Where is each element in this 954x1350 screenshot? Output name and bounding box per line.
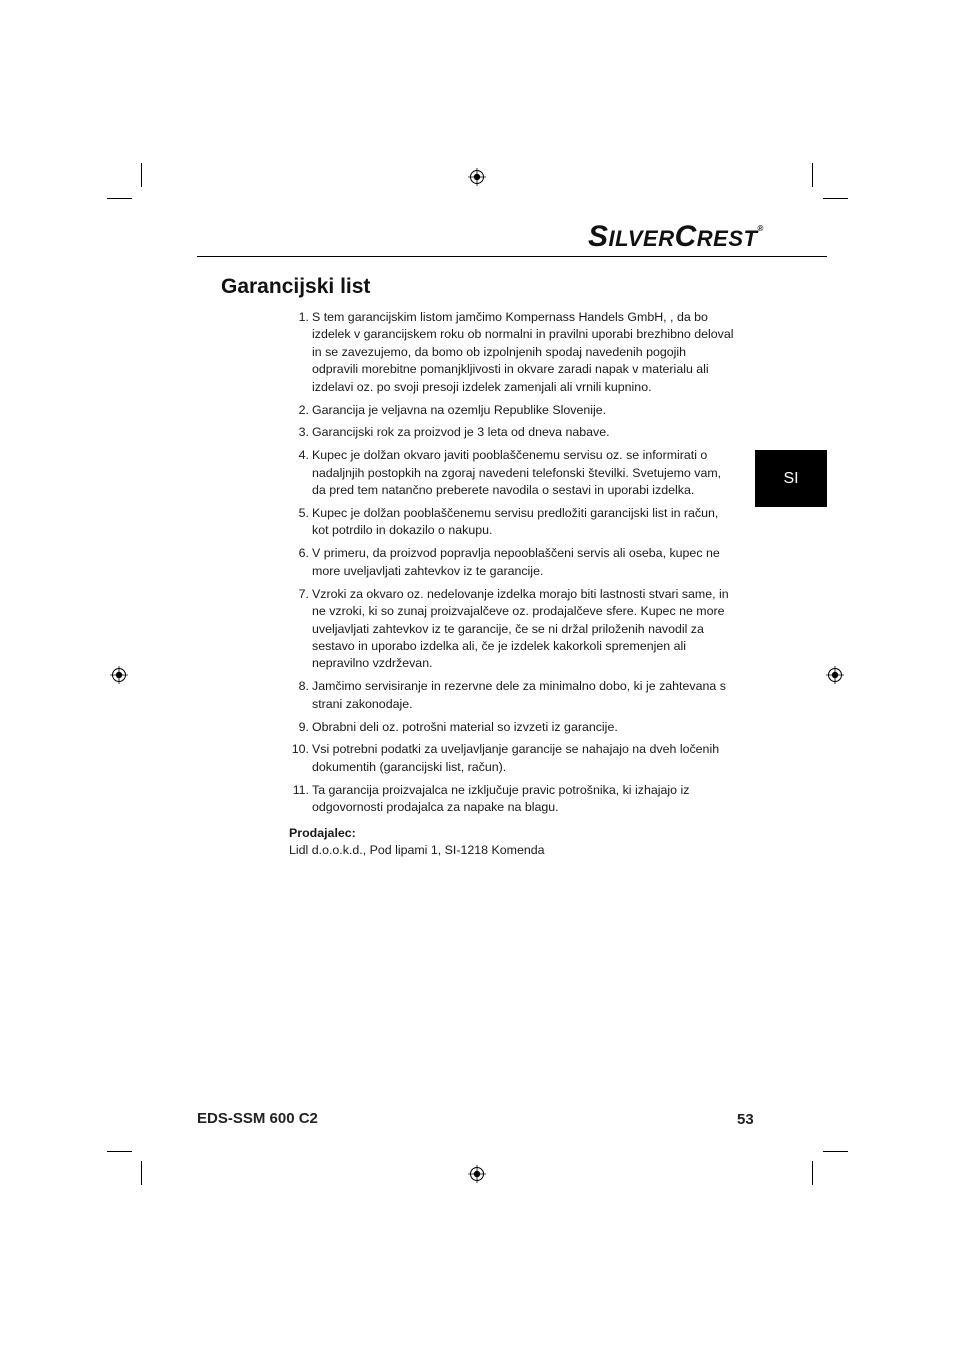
page-number: 53 bbox=[737, 1111, 754, 1128]
list-item: 9. Obrabni deli oz. potrošni material so izvzeti iz garancije. bbox=[298, 719, 618, 734]
page-title: Garancijski list bbox=[221, 275, 371, 298]
crop-mark bbox=[823, 1151, 848, 1152]
list-item: 1. S tem garancijskim listom jamčimo Kompernass Handels GmbH, , da bo izdelek v garancijskem roku ob normalni in pravilni uporabi brezhibno deloval in se zavezujemo, da bomo ob izpolnjenih spodaj navedenih pogojih odpravili morebitne pomanjkljivosti in okvare zaradi napak v materialu ali izdelavi oz. po svoji presoji izdelek zamenjali ali vrnili kupnino. bbox=[298, 310, 734, 394]
warranty-terms-list bbox=[289, 309, 735, 817]
list-item: 5. Kupec je dolžan pooblaščenemu servisu predložiti garancijski list in račun, kot potrdilo in dokazilo o nakupu. bbox=[298, 506, 719, 538]
crop-mark bbox=[107, 198, 132, 199]
list-item: 11. Ta garancija proizvajalca ne izključuje pravic potrošnika, ki izhajajo iz odgovornosti prodajalca za napake na blagu. bbox=[292, 782, 690, 815]
list-item: 8. Jamčimo servisiranje in rezervne dele za minimalno dobo, ki je zahtevana s strani zakonodaje. bbox=[298, 679, 726, 711]
warranty-content bbox=[289, 309, 735, 859]
registration-mark-icon bbox=[110, 666, 128, 684]
seller-address: Lidl d.o.o.k.d., Pod lipami 1, SI-1218 Komenda bbox=[289, 842, 545, 857]
crop-mark bbox=[141, 1161, 142, 1185]
crop-mark bbox=[812, 163, 813, 187]
header-rule bbox=[197, 256, 827, 257]
list-item: 4. Kupec je dolžan okvaro javiti pooblaščenemu servisu oz. se informirati o nadaljnjih postopkih na zgoraj navedeni telefonski številki. Svetujemo vam, da pred tem natančno preberete navodila o sestavi in uporabi izdelka. bbox=[298, 448, 722, 498]
language-tab: SI bbox=[755, 450, 827, 507]
list-item: 10. Vsi potrebni podatki za uveljavljanje garancije se nahajajo na dveh ločenih dokumentih (garancijski list, račun). bbox=[291, 742, 720, 774]
registration-mark-icon bbox=[468, 168, 486, 186]
footer-model: EDS-SSM 600 C2 bbox=[197, 1110, 318, 1127]
list-item: 3. Garancijski rok za proizvod je 3 leta od dneva nabave. bbox=[298, 425, 610, 440]
list-item: 7. Vzroki za okvaro oz. nedelovanje izdelka morajo biti lastnosti stvari same, in ne vzroki, ki so zunaj proizvajalčeve oz. prodajalčeve sfere. Kupec ne more uveljavljati zahtevkov iz te garancije, če se ni držal priloženih navodil za sestavo in uporabo izdelka ali, če je izdelek kakorkoli spremenjen ali nepravilno vzdrževan. bbox=[298, 586, 729, 671]
list-item: 2. Garancija je veljavna na ozemlju Republike Slovenije. bbox=[298, 402, 607, 417]
crop-mark bbox=[823, 198, 848, 199]
silvercrest-logo: SILVERCREST® bbox=[588, 220, 764, 253]
list-item: 6. V primeru, da proizvod popravlja nepooblaščeni servis ali oseba, kupec ne more uveljavljati zahtevkov iz te garancije. bbox=[298, 546, 720, 578]
crop-mark bbox=[107, 1151, 132, 1152]
registration-mark-icon bbox=[468, 1165, 486, 1183]
crop-mark bbox=[141, 163, 142, 187]
registration-mark-icon bbox=[826, 666, 844, 684]
seller-label: Prodajalec: bbox=[289, 825, 356, 840]
crop-mark bbox=[812, 1161, 813, 1185]
